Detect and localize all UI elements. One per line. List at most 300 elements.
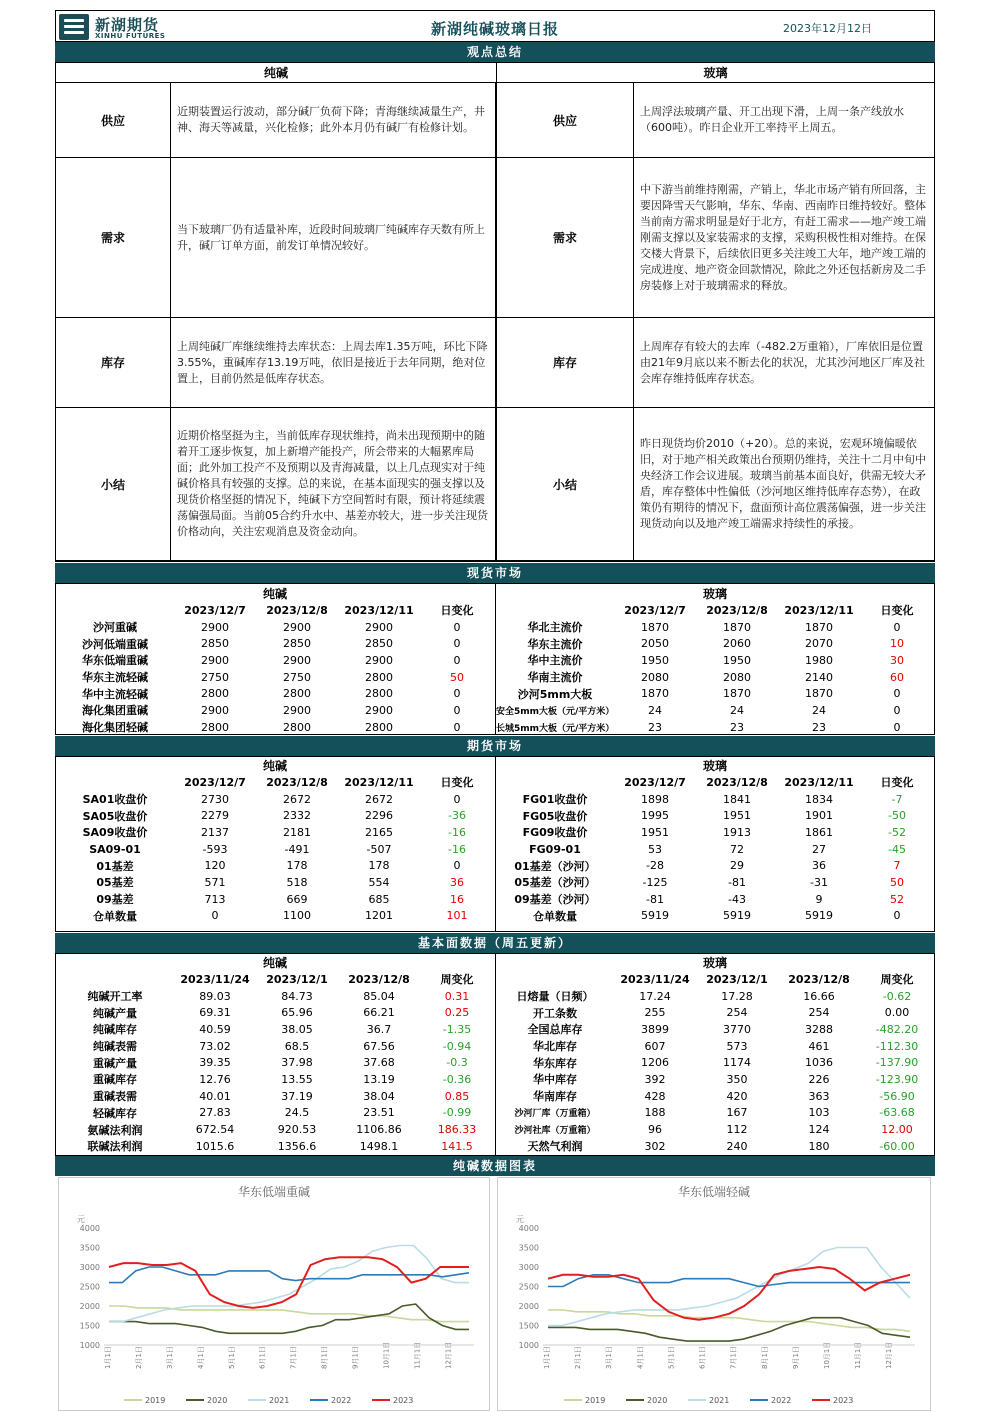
cell-value: -31 [810, 875, 828, 889]
cell-value: 254 [726, 1006, 748, 1020]
cell-value: 68.5 [284, 1039, 310, 1053]
row-label: 沙河社库（万重箱） [514, 1126, 596, 1137]
cell-value: 2900 [201, 653, 229, 667]
column-header: 2023/12/1 [266, 972, 328, 986]
column-header: 2023/12/7 [624, 603, 686, 617]
table-row [496, 841, 934, 858]
table-row [496, 635, 934, 652]
change-value: -52 [888, 825, 906, 839]
cell-value: 1174 [723, 1056, 751, 1070]
cell-value: 180 [808, 1139, 830, 1153]
series-line-2020 [548, 1318, 910, 1341]
x-tick-label: 5月1日 [667, 1346, 676, 1369]
column-header: 2023/11/24 [180, 972, 250, 986]
table-row [496, 1021, 934, 1038]
column-header: 日变化 [880, 776, 914, 790]
legend-label: 2019 [585, 1396, 606, 1405]
cell-value: 2750 [201, 670, 229, 684]
column-header: 2023/12/8 [788, 972, 850, 986]
cell-value: 1498.1 [359, 1139, 399, 1153]
cell-value: 420 [726, 1089, 748, 1103]
row-label: 海化集团轻碱 [82, 721, 148, 735]
y-tick-label: 2000 [518, 1302, 539, 1311]
row-label: 华东库存 [533, 1056, 577, 1070]
x-tick-label: 12月1日 [885, 1341, 894, 1369]
table-row [496, 1121, 934, 1138]
change-value: 0.25 [444, 1006, 470, 1020]
row-label: FG01收盘价 [522, 793, 588, 807]
futures-glass-table [496, 757, 934, 924]
cell-value: 1913 [723, 825, 751, 839]
view-glass-text: 昨日现货均价2010（+20）。总的来说，宏观环境偏暖依旧，对于地产相关政策出台预期仍维持，关注十二月中旬中央经济工作会议进展。玻璃当前基本面良好，供需无较大矛盾，库存整体中性偏低（沙河地区维持低库存态势），在政策仍有期待的情况下，盘面预计高位震荡偏强，进一步关注现货动向以及地产竣工端需求持续性的承接。 [634, 408, 934, 561]
legend-label: 2020 [647, 1396, 668, 1405]
cell-value: 2800 [201, 720, 229, 734]
cell-value: 2730 [201, 792, 229, 806]
cell-value: 428 [644, 1089, 666, 1103]
change-value: -7 [891, 792, 903, 806]
y-tick-label: 1500 [518, 1321, 539, 1331]
column-header: 2023/12/11 [784, 603, 854, 617]
column-header: 周变化 [880, 973, 914, 987]
cell-value: 167 [726, 1106, 748, 1120]
cell-value: 2672 [365, 792, 393, 806]
row-label: 华东主流轻碱 [82, 671, 148, 685]
table-row [56, 1121, 494, 1138]
row-label: 仓单数量 [533, 909, 577, 923]
row-label: 华北主流价 [527, 621, 583, 635]
legend-label: 2021 [269, 1396, 290, 1405]
cell-value: 24 [812, 703, 826, 717]
view-glass-label: 需求 [497, 158, 634, 318]
cell-value: 1870 [723, 687, 751, 701]
change-value: -60.00 [879, 1139, 915, 1153]
table-row [496, 1088, 934, 1105]
table-row [496, 1054, 934, 1071]
column-header: 2023/12/11 [784, 775, 854, 789]
table-row [56, 791, 494, 808]
view-soda-label: 需求 [56, 158, 171, 318]
table-row [56, 685, 494, 702]
change-value: 0 [453, 792, 461, 806]
column-header: 2023/12/8 [706, 775, 768, 789]
column-header: 2023/12/8 [348, 972, 410, 986]
change-value: -1.35 [442, 1022, 472, 1036]
section-bar-spot: 现货市场 [55, 563, 935, 583]
series-line-2022 [109, 1267, 469, 1283]
table-row [496, 652, 934, 669]
change-value: 50 [890, 875, 905, 889]
cell-value: 13.55 [281, 1072, 313, 1086]
y-tick-label: 4000 [79, 1224, 100, 1233]
cell-value: -593 [202, 842, 228, 856]
cell-value: 363 [808, 1089, 830, 1103]
series-line-2019 [109, 1306, 469, 1322]
row-label: 华南库存 [533, 1090, 577, 1104]
row-label: 沙河厂库（万重箱） [514, 1109, 596, 1120]
cell-value: 40.01 [199, 1089, 231, 1103]
change-value: -482.20 [875, 1022, 919, 1036]
table-row [56, 1054, 494, 1071]
cell-value: 672.54 [195, 1123, 235, 1137]
cell-value: 2800 [283, 720, 311, 734]
row-label: 华东低端重碱 [82, 654, 148, 668]
cell-value: 2672 [283, 792, 311, 806]
view-glass-text: 上周库存有较大的去库（-482.2万重箱），厂库依旧是位置由21年9月底以来不断去化的状况，尤其沙河地区厂库及社会库存维持低库存状态。 [634, 318, 934, 408]
row-label: 全国总库存 [527, 1023, 583, 1037]
cell-value: 571 [204, 875, 226, 889]
legend-label: 2021 [709, 1396, 730, 1405]
change-value: 141.5 [441, 1139, 473, 1153]
cell-value: 1901 [805, 809, 833, 823]
chart-title: 华东低端轻碱 [677, 1185, 750, 1199]
change-value: -45 [888, 842, 906, 856]
cell-value: 27 [812, 842, 826, 856]
cell-value: 36 [812, 859, 826, 873]
y-tick-label: 2500 [518, 1282, 539, 1292]
x-tick-label: 9月1日 [791, 1346, 800, 1369]
table-section-head: 玻璃 [703, 759, 728, 773]
cell-value: 84.73 [281, 989, 313, 1003]
chart-svg [59, 1178, 489, 1412]
row-label: 华中主流轻碱 [82, 687, 148, 701]
x-tick-label: 1月1日 [543, 1346, 551, 1369]
cell-value: 240 [726, 1139, 748, 1153]
table-row [56, 807, 494, 824]
x-tick-label: 7月1日 [729, 1346, 738, 1369]
cell-value: 2850 [365, 637, 393, 651]
view-soda-label: 供应 [56, 83, 171, 158]
cell-value: 554 [368, 875, 390, 889]
table-row [56, 1021, 494, 1038]
cell-value: 254 [808, 1006, 830, 1020]
legend-label: 2019 [145, 1396, 166, 1405]
cell-value: 2900 [283, 703, 311, 717]
cell-value: 5919 [641, 909, 669, 923]
change-value: 0 [453, 687, 461, 701]
view-soda-label: 库存 [56, 318, 171, 408]
table-row [56, 891, 494, 908]
view-soda-text: 近期价格坚挺为主，当前低库存现状维持，尚未出现预期中的随着开工逐步恢复，加上新增产能投产，所会带来的大幅累库局面；此外加工投产不及预期以及青海减量，以上几点现实对于纯碱价格具有较强的支撑。总的来说，在基本面现实的强支撑以及现货价格坚挺的情况下，纯碱下方空间暂时有限，预计将延续震荡偏强局面。当前05合约升水中、基差亦较大，进一步关注现货价格动向，关注宏观消息及资金动向。 [171, 408, 496, 561]
legend-label: 2020 [207, 1396, 228, 1405]
spot-soda-table [56, 585, 494, 736]
cell-value: 302 [644, 1139, 666, 1153]
cell-value: 2070 [805, 637, 833, 651]
table-row [56, 1038, 494, 1055]
view-glass-label: 库存 [497, 318, 634, 408]
row-label: 长城5mm大板（元/平方米） [496, 723, 614, 734]
row-label: 轻碱库存 [93, 1106, 137, 1120]
change-value: 0.00 [884, 1006, 910, 1020]
spot-glass-table [496, 585, 934, 736]
table-row [496, 908, 934, 925]
table-row [496, 1038, 934, 1055]
column-header: 2023/11/24 [620, 972, 690, 986]
cell-value: 226 [808, 1072, 830, 1086]
view-glass-text: 中下游当前维持刚需，产销上，华北市场产销有所回落，主要因降雪天气影响，华东、华南、西南昨日维持较好。整体当前南方需求明显是好于北方，有赶工需求——地产竣工端刚需支撑以及家装需求的支撑，采购积极性相对维持。在保交楼大背景下，后续依旧更多关注竣工大年，地产竣工端的完成进度、地产资金回款情况，除此之外还包括新房及二手房装修上对于玻璃需求的释放。 [634, 158, 934, 318]
cell-value: 2137 [201, 825, 229, 839]
y-tick-label: 4000 [518, 1224, 539, 1233]
cell-value: 2800 [365, 670, 393, 684]
table-row [496, 619, 934, 636]
cell-value: 96 [648, 1123, 662, 1137]
cell-value: 2900 [201, 620, 229, 634]
table-row [56, 1138, 494, 1155]
cell-value: 23 [812, 720, 826, 734]
cell-value: 103 [808, 1106, 830, 1120]
table-row [56, 857, 494, 874]
row-label: 01基差 [96, 859, 134, 873]
cell-value: 1950 [641, 653, 669, 667]
y-unit-label: 元 [77, 1215, 85, 1224]
x-tick-label: 7月1日 [289, 1346, 298, 1369]
y-tick-label: 3500 [79, 1243, 100, 1253]
row-label: 05基差 [96, 876, 134, 890]
view-soda-head: 纯碱 [56, 63, 496, 83]
table-row [496, 669, 934, 686]
cell-value: 2900 [365, 703, 393, 717]
table-row [56, 619, 494, 636]
cell-value: 27.83 [199, 1106, 231, 1120]
table-row [496, 874, 934, 891]
table-section-head: 纯碱 [263, 956, 288, 970]
cell-value: 2850 [283, 637, 311, 651]
row-label: 沙河5mm大板 [517, 687, 593, 701]
row-label: 华北库存 [533, 1040, 577, 1054]
cell-value: 85.04 [363, 989, 395, 1003]
fundamentals-glass-table [496, 954, 934, 1155]
change-value: -0.62 [882, 989, 912, 1003]
column-header: 2023/12/8 [266, 603, 328, 617]
x-tick-label: 4月1日 [636, 1346, 645, 1369]
table-row [496, 1004, 934, 1021]
cell-value: -81 [728, 875, 746, 889]
column-header: 2023/12/8 [706, 603, 768, 617]
cell-value: 1356.6 [277, 1139, 317, 1153]
x-tick-label: 12月1日 [444, 1341, 453, 1369]
change-value: 0 [453, 620, 461, 634]
change-value: 12.00 [881, 1123, 913, 1137]
series-line-2023 [109, 1257, 469, 1308]
row-label: FG05收盘价 [522, 809, 588, 823]
table-row [496, 857, 934, 874]
x-tick-label: 5月1日 [227, 1346, 236, 1369]
cell-value: 2181 [283, 825, 311, 839]
change-value: -0.3 [446, 1056, 468, 1070]
row-label: 仓单数量 [93, 909, 137, 923]
x-tick-label: 3月1日 [605, 1346, 614, 1369]
cell-value: 2279 [201, 809, 229, 823]
cell-value: 124 [808, 1123, 830, 1137]
column-header: 日变化 [880, 604, 914, 618]
legend-label: 2022 [331, 1396, 352, 1405]
cell-value: 350 [726, 1072, 748, 1086]
cell-value: 72 [730, 842, 744, 856]
table-row [56, 874, 494, 891]
cell-value: 1870 [805, 687, 833, 701]
cell-value: 2900 [365, 653, 393, 667]
cell-value: 89.03 [199, 989, 231, 1003]
report-date: 2023年12月12日 [783, 22, 872, 35]
cell-value: 23 [730, 720, 744, 734]
change-value: 36 [450, 875, 465, 889]
fundamentals-soda-table [56, 954, 494, 1155]
x-tick-label: 8月1日 [320, 1346, 329, 1369]
x-tick-label: 6月1日 [258, 1346, 267, 1369]
table-section-head: 纯碱 [263, 587, 288, 601]
column-header: 2023/12/7 [184, 603, 246, 617]
cell-value: 73.02 [199, 1039, 231, 1053]
cell-value: 2750 [283, 670, 311, 684]
column-header: 2023/12/11 [344, 775, 414, 789]
table-row [56, 908, 494, 925]
cell-value: 2850 [201, 637, 229, 651]
view-soda-text: 上周纯碱厂库继续维持去库状态：上周去库1.35万吨，环比下降3.55%，重碱库存13.19万吨，依旧是接近于去年同期，绝对位置上，目前仍然是低库存状态。 [171, 318, 496, 408]
table-section-head: 纯碱 [263, 759, 288, 773]
y-tick-label: 1000 [518, 1341, 539, 1350]
cell-value: 1980 [805, 653, 833, 667]
view-glass-head: 玻璃 [497, 63, 934, 83]
row-label: 纯碱产量 [93, 1006, 137, 1020]
cell-value: 3288 [805, 1022, 833, 1036]
change-value: 0 [893, 620, 901, 634]
chart-svg [498, 1178, 930, 1412]
cell-value: 5919 [723, 909, 751, 923]
change-value: 0 [453, 653, 461, 667]
change-value: 16 [450, 892, 465, 906]
cell-value: 178 [368, 859, 390, 873]
change-value: 0 [453, 720, 461, 734]
table-row [496, 1071, 934, 1088]
cell-value: 17.24 [639, 989, 671, 1003]
cell-value: 38.05 [281, 1022, 313, 1036]
change-value: 186.33 [437, 1123, 477, 1137]
report-title: 新湖纯碱玻璃日报 [430, 20, 559, 38]
row-label: SA01收盘价 [82, 793, 148, 807]
cell-value: 178 [286, 859, 308, 873]
change-value: 0 [453, 703, 461, 717]
change-value: 101 [446, 909, 468, 923]
cell-value: 1015.6 [195, 1139, 235, 1153]
view-soda-label: 小结 [56, 408, 171, 561]
cell-value: 255 [644, 1006, 666, 1020]
cell-value: 2080 [641, 670, 669, 684]
row-label: 纯碱库存 [93, 1023, 137, 1037]
cell-value: 36.7 [366, 1022, 392, 1036]
column-header: 2023/12/7 [624, 775, 686, 789]
view-glass-label: 小结 [497, 408, 634, 561]
column-header: 2023/12/11 [344, 603, 414, 617]
section-bar-view: 观点总结 [55, 42, 935, 62]
section-bar-futures: 期货市场 [55, 736, 935, 756]
row-label: 华南主流价 [527, 671, 583, 685]
y-tick-label: 3000 [518, 1263, 539, 1272]
cell-value: 120 [204, 859, 226, 873]
change-value: -123.90 [875, 1072, 919, 1086]
change-value: 10 [890, 637, 905, 651]
change-value: 7 [893, 859, 901, 873]
cell-value: 920.53 [277, 1123, 317, 1137]
cell-value: -125 [642, 875, 668, 889]
cell-value: 1106.86 [356, 1123, 402, 1137]
change-value: -0.36 [442, 1072, 472, 1086]
x-tick-label: 10月1日 [823, 1341, 832, 1369]
cell-value: 518 [286, 875, 308, 889]
cell-value: -491 [284, 842, 310, 856]
column-header: 周变化 [440, 973, 474, 987]
cell-value: 2900 [283, 620, 311, 634]
y-tick-label: 1500 [79, 1321, 100, 1331]
cell-value: 0 [211, 909, 219, 923]
table-row [496, 824, 934, 841]
table-row [496, 1138, 934, 1155]
report-header [55, 10, 935, 42]
row-label: 沙河低端重碱 [82, 637, 148, 651]
row-label: 重碱产量 [93, 1056, 137, 1070]
cell-value: 2800 [365, 720, 393, 734]
cell-value: 3770 [723, 1022, 751, 1036]
report-page [55, 10, 935, 1403]
cell-value: 2332 [283, 809, 311, 823]
cell-value: 5919 [805, 909, 833, 923]
cell-value: 1870 [805, 620, 833, 634]
x-tick-label: 10月1日 [382, 1341, 391, 1369]
table-row [496, 807, 934, 824]
column-header: 2023/12/7 [184, 775, 246, 789]
row-label: 纯碱开工率 [87, 990, 143, 1004]
cell-value: 66.21 [363, 1006, 395, 1020]
x-tick-label: 9月1日 [351, 1346, 360, 1369]
table-row [56, 1105, 494, 1122]
table-section-head: 玻璃 [703, 956, 728, 970]
cell-value: 1870 [641, 620, 669, 634]
cell-value: 392 [644, 1072, 666, 1086]
cell-value: 3899 [641, 1022, 669, 1036]
change-value: -36 [448, 809, 466, 823]
table-row [496, 702, 934, 719]
legend-label: 2023 [393, 1396, 414, 1405]
cell-value: 1861 [805, 825, 833, 839]
cell-value: 24 [648, 703, 662, 717]
cell-value: 38.04 [363, 1089, 395, 1103]
row-label: 09基差 [96, 893, 134, 907]
x-tick-label: 3月1日 [165, 1346, 174, 1369]
row-label: FG09-01 [529, 842, 581, 856]
change-value: 0 [453, 859, 461, 873]
futures-soda-table [56, 757, 494, 924]
cell-value: 1951 [641, 825, 669, 839]
y-tick-label: 1000 [79, 1341, 100, 1350]
cell-value: 112 [726, 1123, 748, 1137]
change-value: -0.99 [442, 1106, 472, 1120]
table-row [56, 1004, 494, 1021]
x-tick-label: 11月1日 [413, 1341, 422, 1369]
section-bar-fundamentals: 基本面数据（周五更新） [55, 933, 935, 953]
x-tick-label: 8月1日 [760, 1346, 769, 1369]
cell-value: 13.19 [363, 1072, 395, 1086]
cell-value: 40.59 [199, 1022, 231, 1036]
y-unit-label: 元 [516, 1215, 524, 1224]
table-row [56, 1071, 494, 1088]
table-row [56, 652, 494, 669]
table-section-head: 玻璃 [703, 587, 728, 601]
cell-value: 2900 [283, 653, 311, 667]
row-label: 联碱法利润 [87, 1140, 143, 1154]
cell-value: 2296 [365, 809, 393, 823]
row-label: 开工条数 [533, 1006, 577, 1020]
change-value: -63.68 [879, 1106, 915, 1120]
cell-value: 2800 [201, 687, 229, 701]
cell-value: 24 [730, 703, 744, 717]
